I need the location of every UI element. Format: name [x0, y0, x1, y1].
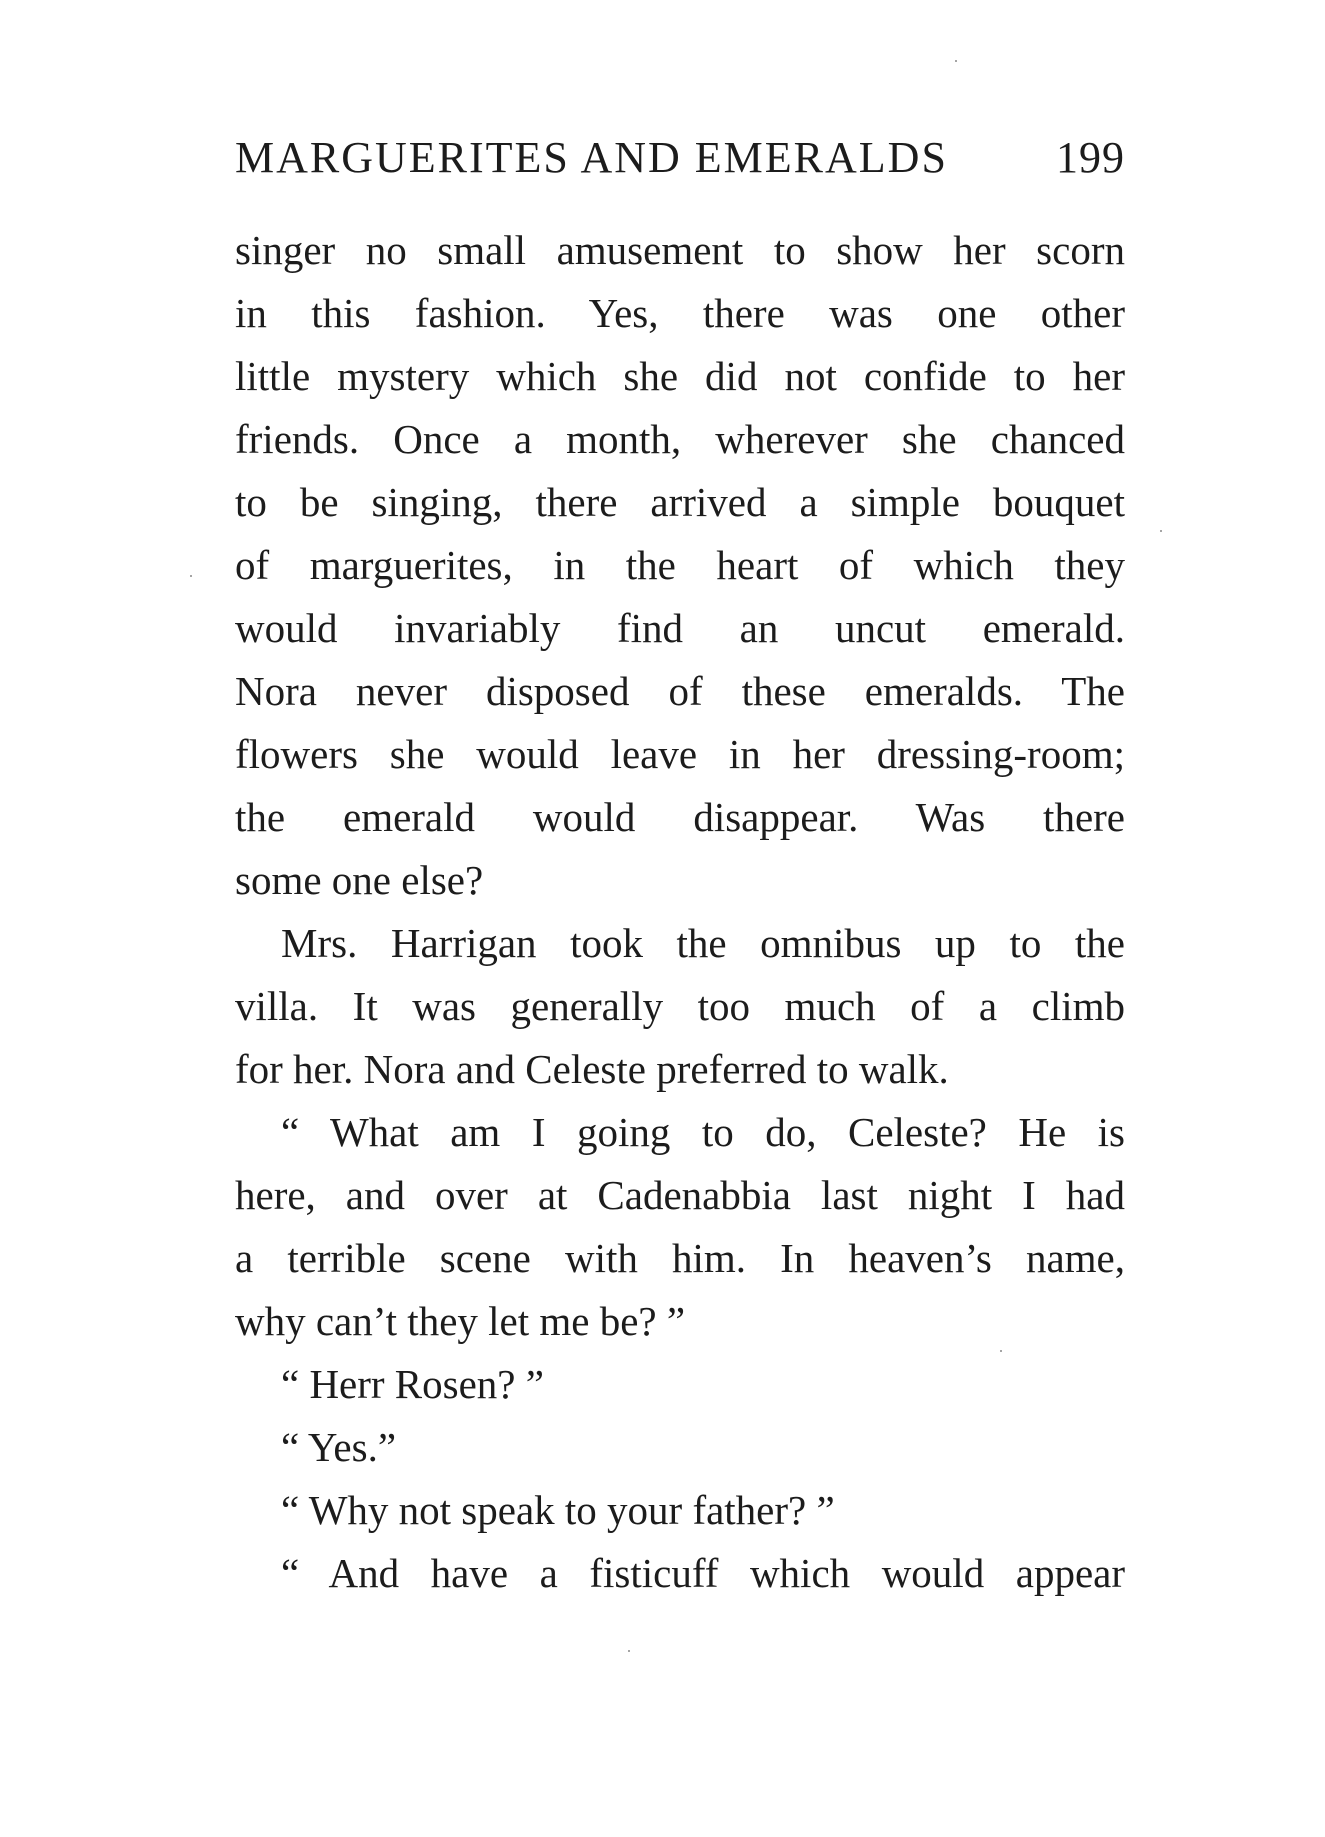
text-line: “ Why not speak to your father? ”	[281, 1487, 835, 1533]
paper-speck	[1160, 530, 1162, 532]
text-line: would invariably find an uncut emerald.	[235, 605, 1125, 651]
running-header	[235, 128, 1125, 188]
text-line: a terrible scene with him. In heaven’s name,	[235, 1235, 1125, 1281]
text-line: villa. It was generally too much of a climb	[235, 983, 1125, 1029]
text-line: Nora never disposed of these emeralds. The	[235, 668, 1125, 714]
paper-speck	[955, 60, 957, 62]
text-line: the emerald would disappear. Was there	[235, 794, 1125, 840]
text-line: for her. Nora and Celeste preferred to walk.	[235, 1046, 949, 1092]
text-line: to be singing, there arrived a simple bouquet	[235, 479, 1125, 525]
running-title: MARGUERITES AND EMERALDS	[235, 133, 948, 182]
text-line: little mystery which she did not confide to her	[235, 353, 1125, 399]
text-line: “ And have a fisticuff which would appear	[281, 1550, 1125, 1596]
text-line: “ Herr Rosen? ”	[281, 1361, 544, 1407]
text-line: singer no small amusement to show her scorn	[235, 227, 1125, 273]
text-line: some one else?	[235, 857, 484, 903]
paper-speck	[628, 1650, 630, 1652]
text-line: “ Yes.”	[281, 1424, 397, 1470]
paper-speck	[190, 575, 192, 577]
text-line: here, and over at Cadenabbia last night I had	[235, 1172, 1125, 1218]
text-line: in this fashion. Yes, there was one other	[235, 290, 1125, 336]
text-line: “ What am I going to do, Celeste? He is	[281, 1109, 1125, 1155]
text-line: flowers she would leave in her dressing-room;	[235, 731, 1125, 777]
text-line: of marguerites, in the heart of which they	[235, 542, 1125, 588]
text-line: why can’t they let me be? ”	[235, 1298, 686, 1344]
paper-speck	[1000, 1350, 1002, 1352]
text-line: Mrs. Harrigan took the omnibus up to the	[281, 920, 1125, 966]
page-number: 199	[1056, 133, 1125, 182]
text-line: friends. Once a month, wherever she chanced	[235, 416, 1125, 462]
